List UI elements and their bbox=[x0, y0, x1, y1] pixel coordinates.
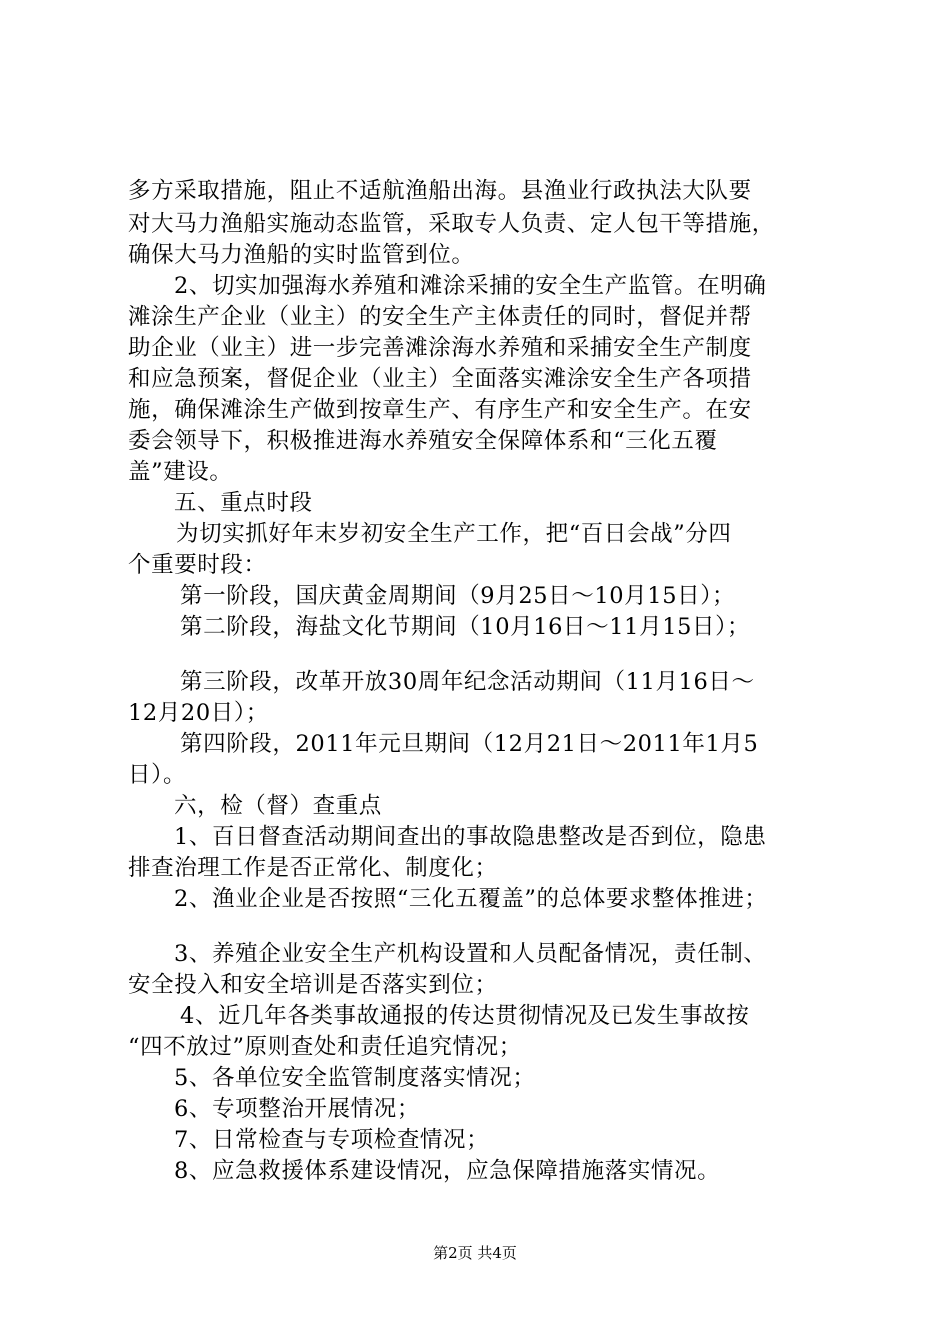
text-line: 确保大马力渔船的实时监管到位。 bbox=[128, 242, 475, 268]
text-line: 滩涂生产企业（业主）的安全生产主体责任的同时，督促并帮 bbox=[128, 304, 752, 330]
section-heading: 六，检（督）查重点 bbox=[174, 793, 382, 819]
text-line: 5、各单位安全监管制度落实情况； bbox=[174, 1065, 536, 1091]
text-line: 8、应急救援体系建设情况，应急保障措施落实情况。 bbox=[174, 1158, 721, 1184]
text-line: 为切实抓好年末岁初安全生产工作，把“百日会战”分四 bbox=[176, 521, 732, 547]
text-line: 和应急预案，督促企业（业主）全面落实滩涂安全生产各项措 bbox=[128, 366, 752, 392]
text-line: “四不放过”原则查处和责任追究情况； bbox=[128, 1034, 522, 1060]
text-line: 3、养殖企业安全生产机构设置和人员配备情况，责任制、 bbox=[174, 941, 767, 967]
text-line: 第三阶段，改革开放30周年纪念活动期间（11月16日～ bbox=[180, 669, 755, 695]
text-line: 第一阶段，国庆黄金周期间（9月25日～10月15日）； bbox=[180, 583, 736, 609]
text-line: 施，确保滩涂生产做到按章生产、有序生产和安全生产。在安 bbox=[128, 397, 752, 423]
text-line: 1、百日督查活动期间查出的事故隐患整改是否到位，隐患 bbox=[174, 824, 767, 850]
text-line: 对大马力渔船实施动态监管，采取专人负责、定人包干等措施， bbox=[128, 211, 775, 237]
text-line: 第二阶段，海盐文化节期间（10月16日～11月15日）； bbox=[180, 614, 751, 640]
text-line: 6、专项整治开展情况； bbox=[174, 1096, 420, 1122]
text-line: 4、近几年各类事故通报的传达贯彻情况及已发生事故按 bbox=[180, 1003, 750, 1029]
text-line: 12月20日）； bbox=[128, 700, 269, 726]
text-line: 2、渔业企业是否按照“三化五覆盖”的总体要求整体推进； bbox=[174, 886, 768, 912]
text-line: 助企业（业主）进一步完善滩涂海水养殖和采捕安全生产制度 bbox=[128, 335, 752, 361]
text-line: 个重要时段： bbox=[128, 552, 267, 578]
text-line: 2、切实加强海水养殖和滩涂采捕的安全生产监管。在明确 bbox=[174, 273, 767, 299]
text-line: 排查治理工作是否正常化、制度化； bbox=[128, 855, 498, 881]
text-line: 多方采取措施，阻止不适航渔船出海。县渔业行政执法大队要 bbox=[128, 178, 752, 204]
text-line: 7、日常检查与专项检查情况； bbox=[174, 1127, 490, 1153]
text-line: 盖”建设。 bbox=[128, 459, 233, 485]
text-line: 安全投入和安全培训是否落实到位； bbox=[128, 972, 498, 998]
text-line: 第四阶段，2011年元旦期间（12月21日～2011年1月5 bbox=[180, 731, 759, 757]
section-heading: 五、重点时段 bbox=[174, 490, 313, 516]
text-line: 委会领导下，积极推进海水养殖安全保障体系和“三化五覆 bbox=[128, 428, 718, 454]
page-footer: 第2页 共4页 bbox=[433, 1244, 517, 1262]
text-line: 日）。 bbox=[128, 762, 187, 788]
